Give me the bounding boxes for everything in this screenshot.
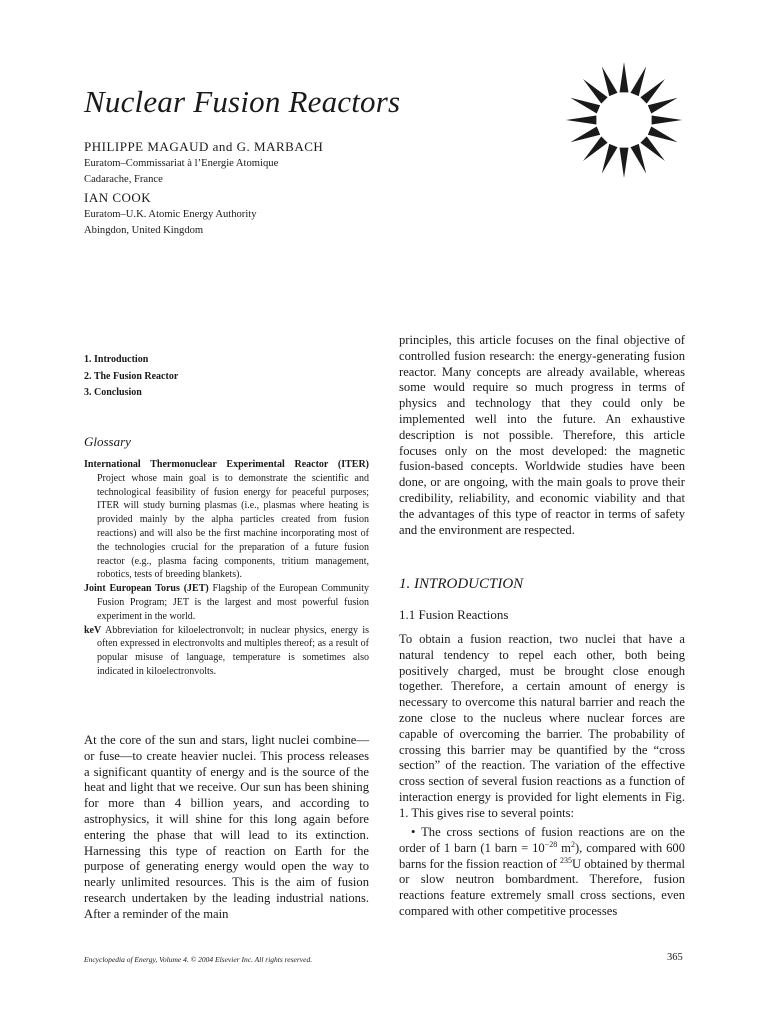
article-title: Nuclear Fusion Reactors <box>84 84 401 119</box>
sun-ray-shape <box>620 148 629 178</box>
sun-ray-shape <box>648 98 678 114</box>
glossary-list <box>84 458 369 679</box>
sun-ray-shape <box>566 116 596 125</box>
glossary-definition: Abbreviation for kiloelectronvolt; in nuclear physics, energy is often expressed in electronvolts and multiples thereof; as a result of popular misuse of language, temperature is sometimes also indicated in kiloelectronvolts. <box>97 624 369 677</box>
sun-ray-shape <box>620 62 629 92</box>
author-affiliation-1-line1: Euratom–Commissariat à l’Energie Atomique <box>84 158 279 169</box>
intro-column-right <box>399 333 685 538</box>
author-names-1: PHILIPPE MAGAUD and G. MARBACH <box>84 139 324 154</box>
sun-ray-shape <box>602 66 618 96</box>
section-heading-introduction: 1. INTRODUCTION <box>399 576 524 592</box>
footer-citation: Encyclopedia of Energy, Volume 4. © 2004 Elsevier Inc. All rights reserved. <box>84 955 313 964</box>
toc-item-conclusion[interactable]: 3. Conclusion <box>84 387 142 398</box>
page-number: 365 <box>667 952 683 963</box>
author-names-2: IAN COOK <box>84 190 152 205</box>
toc-item-fusion-reactor[interactable]: 2. The Fusion Reactor <box>84 370 179 382</box>
glossary-entry-iter <box>84 458 369 582</box>
sun-ray-shape <box>602 144 618 174</box>
sun-ray-shape <box>630 66 646 96</box>
subsection-heading-fusion-reactions: 1.1 Fusion Reactions <box>399 607 509 622</box>
glossary-term: International Thermonuclear Experimental Reactor (ITER) <box>84 459 369 470</box>
fusion-reactions-body <box>399 632 685 822</box>
author-affiliation-1-line2: Cadarache, France <box>84 174 163 185</box>
table-of-contents <box>84 352 178 402</box>
glossary-entry-jet <box>84 582 369 623</box>
sun-ray-shape <box>640 136 665 161</box>
author-affiliation-2-line2: Abingdon, United Kingdom <box>84 225 204 236</box>
sun-ray-shape <box>570 126 600 142</box>
bullet-icon: • <box>411 825 416 839</box>
glossary-term: keV <box>84 624 102 636</box>
fusion-reactions-paragraph: To obtain a fusion reaction, two nuclei that have a natural tendency to repel each other, both being positively charged, must be brought close enough together. Therefore, a certain amount of energy is necessary to overcome this natural barrier and reach the zone close to the nucleus where nuclear forces are capable of overcoming the barrier. The probability of crossing this barrier may be quantified by the “cross section” of the reaction. The variation of the effective cross section of several fusion reactions as a function of interaction energy is provided for light elements in Fig. 1. This gives rise to several points: <box>399 632 685 820</box>
bullet-list <box>399 825 685 920</box>
glossary-definition: Flagship of the European Community Fusion Program; JET is the largest and most powerful fusion experiment in the world. <box>97 583 369 622</box>
sun-ray-shape <box>570 98 600 114</box>
sun-ray-shape <box>630 144 646 174</box>
toc-item-introduction[interactable]: 1. Introduction <box>84 354 149 365</box>
sun-ray-shape <box>583 79 608 104</box>
intro-paragraph: At the core of the sun and stars, light nuclei combine—or fuse—to create heavier nuclei. This process releases a significant quantity of energy and is the source of the heat and light that we receive. Our sun has been shining for more than 4 billion years, and according to astrophysics, it will shine for this long again before entering the phase that will lead to its extinction. Harnessing this type of reaction on Earth for the purpose of generating energy would open the way to nearly unlimited resources. This is the aim of fusion research undertaken by the leading industrial nations. After a reminder of the main <box>84 733 369 921</box>
sun-ray-shape <box>648 126 678 142</box>
radiating-sun-icon <box>562 58 686 182</box>
glossary-entry-kev <box>84 624 369 679</box>
intro-column-left <box>84 733 369 923</box>
glossary-heading: Glossary <box>84 434 131 449</box>
sun-ray-shape <box>640 79 665 104</box>
glossary-definition: Project whose main goal is to demonstrate the scientific and technological feasibility of fusion energy for peaceful purposes; ITER will study burning plasmas (i.e., plasmas where heating is provided mainly by the alpha particles created from fusion reactions) and will also be the first machine incorporating most of the technologies crucial for the preparation of a future fusion reactor (e.g., plasma facing components, tritium management, robotics, tests of breeding blankets). <box>97 472 369 581</box>
sun-ray-shape <box>583 136 608 161</box>
bullet-item: • The cross sections of fusion reactions are on the order of 1 barn (1 barn = $10^{-28}$ $m^2$), compared with 600 barns for the fission reaction of $^{235}$U obtained by thermal or slow neutron bombardment. Therefore, fusion reactions feature extremely small cross sections, even compared with other competitive processes <box>399 825 686 918</box>
sun-ray-shape <box>652 116 682 125</box>
glossary-term: Joint European Torus (JET) <box>84 583 209 595</box>
author-affiliation-2-line1: Euratom–U.K. Atomic Energy Authority <box>84 209 257 220</box>
intro-continuation-paragraph: principles, this article focuses on the final objective of controlled fusion research: the energy-generating fusion reactor. Many concepts are already available, whereas some would require so much progress in terms of physics and technology that they could only be implemented well into the future. An exhaustive description is not possible. Therefore, this article focuses only on the most developed: the magnetic fusion-based concepts. Worldwide studies have been done, or are ongoing, with the main goals to prove their credibility, reliability, and economic viability and that the advantages of this type of reactor in terms of safety and the environment are respected. <box>399 333 685 537</box>
